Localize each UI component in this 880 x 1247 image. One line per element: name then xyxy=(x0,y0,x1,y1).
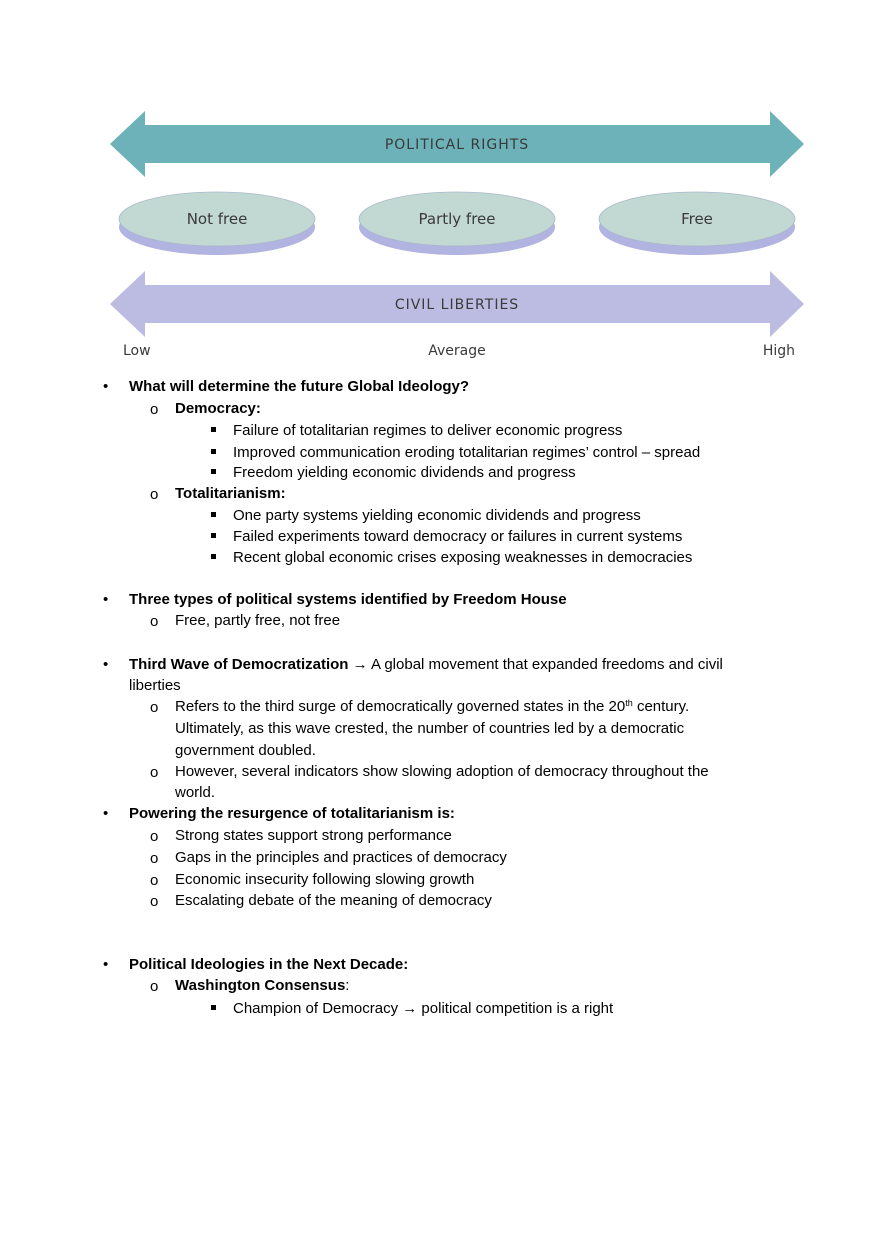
list-item xyxy=(233,998,613,1019)
list-item: Free, partly free, not free xyxy=(175,612,341,629)
circle-marker: o xyxy=(150,872,159,889)
square-bullet xyxy=(211,512,216,517)
list-item: Recent global economic crises exposing weaknesses in democracies xyxy=(233,549,693,566)
washington-consensus-label: Washington Consensus xyxy=(175,977,346,994)
washington-consensus-colon: : xyxy=(345,977,350,994)
bullet-marker: • xyxy=(103,656,109,673)
list-item: One party systems yielding economic dividends and progress xyxy=(233,507,641,524)
category-free xyxy=(599,192,795,255)
circle-marker: o xyxy=(150,764,159,781)
list-item: Failure of totalitarian regimes to deliver economic progress xyxy=(233,422,623,439)
arrow-right-icon: → xyxy=(402,1000,418,1017)
section-title-future-ideology: What will determine the future Global Ideology? xyxy=(129,378,470,395)
third-wave-item-text-cont: century. xyxy=(636,698,690,715)
democracy-label: Democracy: xyxy=(175,400,261,417)
list-item xyxy=(175,696,689,717)
bullet-marker: • xyxy=(103,956,109,973)
category-partly-free-label: Partly free xyxy=(418,210,496,228)
bullet-marker: • xyxy=(103,805,109,822)
list-item: Economic insecurity following slowing growth xyxy=(175,871,475,888)
list-item: Strong states support strong performance xyxy=(175,827,452,844)
third-wave-item-text: Refers to the third surge of democratically governed states in the 20 xyxy=(175,698,626,715)
list-item: Freedom yielding economic dividends and progress xyxy=(233,464,576,481)
section-title-third-wave: Third Wave of Democratization xyxy=(129,656,349,673)
circle-marker: o xyxy=(150,699,159,716)
square-bullet xyxy=(211,554,216,559)
circle-marker: o xyxy=(150,850,159,867)
totalitarianism-label: Totalitarianism: xyxy=(175,485,286,502)
champion-text: Champion of Democracy xyxy=(233,1000,399,1017)
scale-low-label: Low xyxy=(123,343,151,359)
section-title-totalitarianism-resurgence: Powering the resurgence of totalitarianism is: xyxy=(129,805,455,822)
category-free-label: Free xyxy=(681,210,713,228)
civil-liberties-label: CIVIL LIBERTIES xyxy=(394,297,520,313)
third-wave-description-cont: liberties xyxy=(129,677,181,694)
list-item: Improved communication eroding totalitarian regimes’ control – spread xyxy=(233,444,701,461)
square-bullet xyxy=(211,533,216,538)
list-item: Escalating debate of the meaning of democracy xyxy=(175,892,492,909)
superscript-th: th xyxy=(625,698,633,708)
list-item-cont: government doubled. xyxy=(175,742,316,759)
political-rights-diagram xyxy=(0,0,880,370)
circle-marker: o xyxy=(150,486,159,503)
list-item: Failed experiments toward democracy or failures in current systems xyxy=(233,528,683,545)
scale-high-label: High xyxy=(762,343,795,359)
list-item-cont: Ultimately, as this wave crested, the number of countries led by a democratic xyxy=(175,720,685,737)
square-bullet xyxy=(211,449,216,454)
square-bullet xyxy=(211,427,216,432)
square-bullet xyxy=(211,1005,216,1010)
scale-average-label: Average xyxy=(428,343,486,359)
washington-consensus-heading xyxy=(175,975,349,996)
arrow-right-icon: → xyxy=(352,656,368,673)
bullet-marker: • xyxy=(103,378,109,395)
third-wave-description: A global movement that expanded freedoms and civil xyxy=(371,656,723,673)
square-bullet xyxy=(211,469,216,474)
bullet-marker: • xyxy=(103,591,109,608)
section-title-freedom-house: Three types of political systems identified by Freedom House xyxy=(129,591,567,608)
political-competition-text: political competition is a right xyxy=(421,1000,614,1017)
circle-marker: o xyxy=(150,978,159,995)
circle-marker: o xyxy=(150,828,159,845)
third-wave-heading xyxy=(129,654,723,675)
list-item: However, several indicators show slowing adoption of democracy throughout the xyxy=(175,763,709,780)
list-item-cont: world. xyxy=(175,784,216,801)
list-item: Gaps in the principles and practices of democracy xyxy=(175,849,507,866)
circle-marker: o xyxy=(150,893,159,910)
category-not-free-label: Not free xyxy=(186,210,248,228)
section-title-next-decade: Political Ideologies in the Next Decade: xyxy=(129,956,409,973)
circle-marker: o xyxy=(150,613,159,630)
category-partly-free xyxy=(359,192,555,255)
circle-marker: o xyxy=(150,401,159,418)
political-rights-label: POLITICAL RIGHTS xyxy=(384,137,530,153)
category-not-free xyxy=(119,192,315,255)
